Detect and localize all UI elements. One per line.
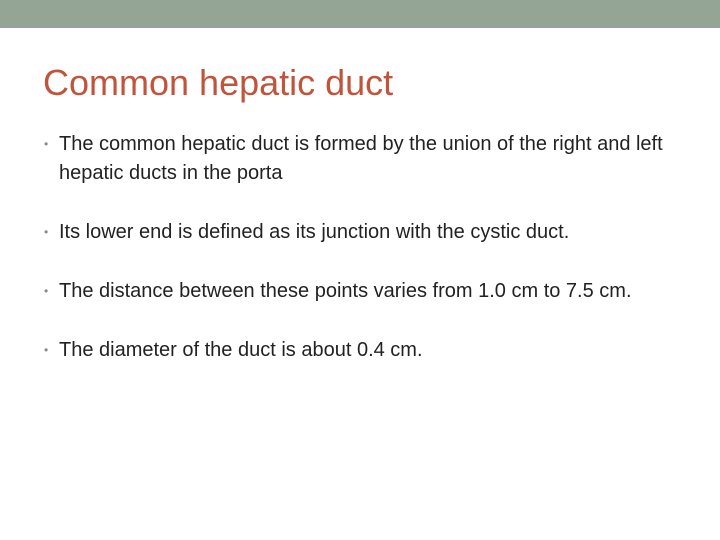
bullet-marker-icon: •: [44, 343, 49, 357]
bullet-list: [42, 130, 682, 395]
bullet-marker-icon: •: [44, 137, 49, 151]
bullet-text: Its lower end is defined as its junction with the cystic duct.: [59, 221, 570, 243]
bullet-item: [42, 218, 682, 247]
bullet-text: The diameter of the duct is about 0.4 cm.: [59, 339, 423, 361]
bullet-marker-icon: •: [44, 284, 49, 298]
top-accent-bar: [0, 0, 720, 28]
bullet-item: [42, 130, 682, 188]
bullet-marker-icon: •: [44, 225, 49, 239]
bullet-text: The common hepatic duct is formed by the union of the right and left hepatic ducts in the porta: [59, 133, 663, 184]
bullet-item: [42, 277, 682, 306]
slide-title: Common hepatic duct: [43, 62, 394, 103]
bullet-text: The distance between these points varies from 1.0 cm to 7.5 cm.: [59, 280, 632, 302]
bullet-item: [42, 336, 682, 365]
